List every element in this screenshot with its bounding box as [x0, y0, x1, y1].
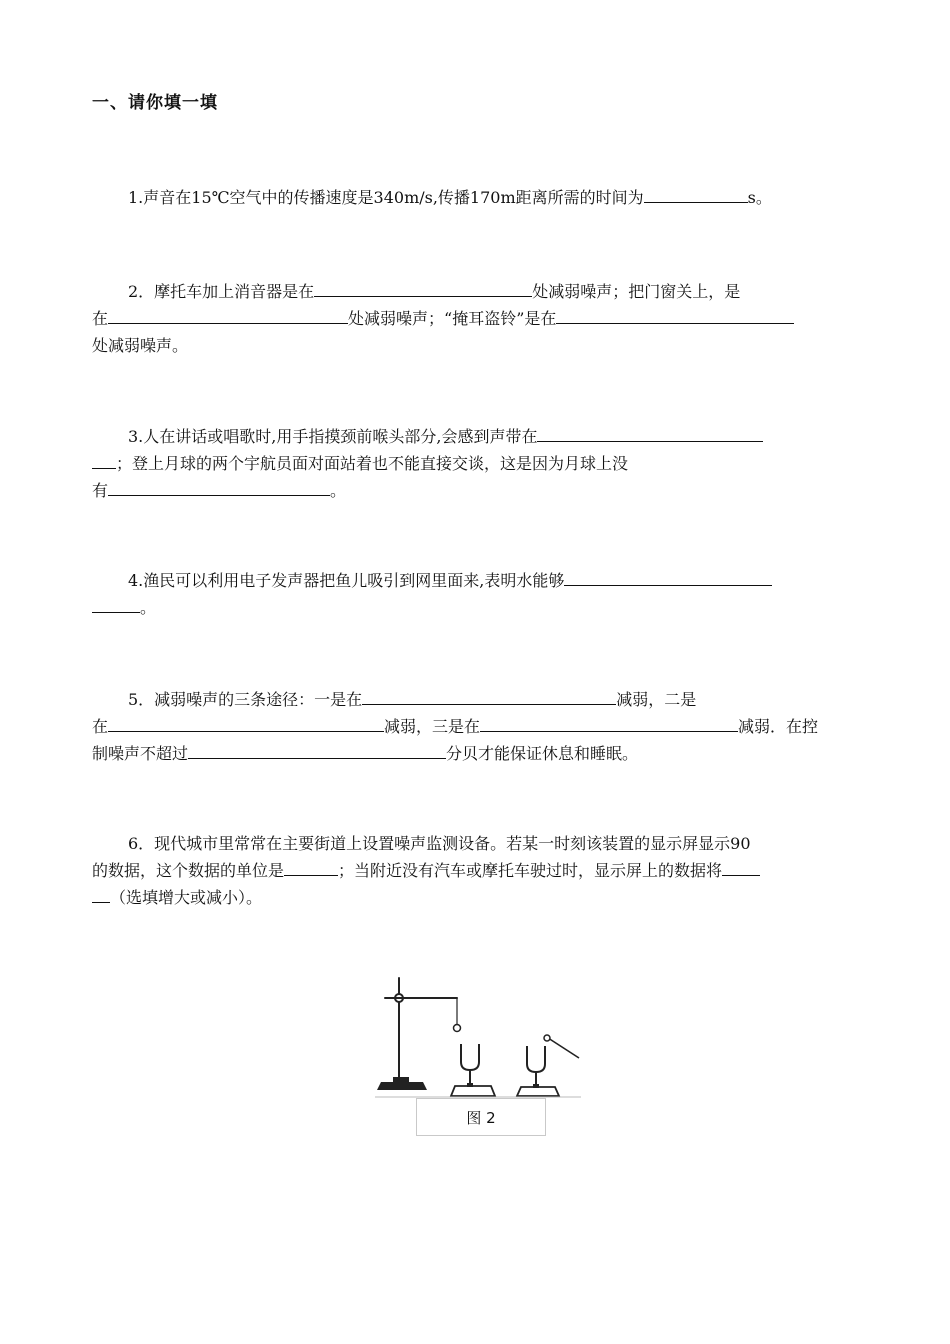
question-3-text: 。 [330, 481, 347, 500]
question-2-text: 处减弱噪声。 [92, 336, 189, 355]
section-title: 一、请你填一填 [92, 93, 218, 113]
question-5-text: 制噪声不超过 [92, 744, 189, 763]
question-2-text: 2．摩托车加上消音器是在 [128, 282, 315, 301]
answer-blank[interactable] [480, 713, 738, 732]
fork-1-base [451, 1086, 495, 1096]
stand-foot [393, 1077, 409, 1083]
question-6 [92, 830, 867, 911]
question-5-text: 减弱，二是 [616, 690, 697, 709]
answer-blank[interactable] [108, 477, 330, 496]
answer-blank[interactable] [108, 305, 348, 324]
fork-2-stem [533, 1084, 539, 1088]
answer-blank[interactable] [284, 857, 338, 876]
question-2 [92, 278, 867, 359]
question-5-text: 减弱．在控 [738, 717, 819, 736]
answer-blank[interactable] [108, 713, 384, 732]
answer-blank[interactable] [92, 450, 116, 469]
mallet-head [544, 1035, 550, 1041]
answer-blank[interactable] [556, 305, 794, 324]
question-5-text: 在 [92, 717, 109, 736]
question-1-text: 1.声音在15℃空气中的传播速度是340m/s,传播170m距离所需的时间为 [128, 188, 644, 207]
question-4 [92, 567, 867, 621]
question-3-text: ；登上月球的两个宇航员面对面站着也不能直接交谈，这是因为月球上没 [116, 454, 629, 473]
answer-blank[interactable] [92, 594, 140, 613]
tuning-fork-1 [461, 1044, 479, 1086]
answer-blank[interactable] [564, 567, 772, 586]
figure-caption: 图 2 [416, 1098, 546, 1136]
answer-blank[interactable] [362, 686, 616, 705]
stand-base [377, 1082, 427, 1090]
question-2-text: 处减弱噪声；“掩耳盗铃”是在 [348, 309, 557, 328]
question-5 [92, 686, 867, 767]
question-2-text: 处减弱噪声；把门窗关上，是 [532, 282, 741, 301]
question-3-text: 有 [92, 481, 109, 500]
question-6-text: 6．现代城市里常常在主要街道上设置噪声监测设备。若某一时刻该装置的显示屏显示90 [128, 834, 751, 853]
question-5-text: 分贝才能保证休息和睡眠。 [446, 744, 639, 763]
question-6-text: 的数据，这个数据的单位是 [92, 861, 285, 880]
answer-blank[interactable] [644, 184, 748, 203]
answer-blank[interactable] [92, 884, 110, 903]
question-3 [92, 423, 867, 504]
fork-2-base [517, 1087, 559, 1096]
answer-blank[interactable] [314, 278, 532, 297]
question-4-text: 4.渔民可以利用电子发声器把鱼儿吸引到网里面来,表明水能够 [128, 571, 565, 590]
answer-blank[interactable] [537, 423, 763, 442]
pendulum-ball [454, 1025, 461, 1032]
question-6-text: （选填增大或减小）。 [110, 888, 263, 907]
question-5-text: 减弱，三是在 [384, 717, 481, 736]
fork-1-stem [467, 1083, 473, 1087]
question-2-text: 在 [92, 309, 109, 328]
question-1 [92, 184, 867, 211]
question-5-text: 5．减弱噪声的三条途径：一是在 [128, 690, 363, 709]
question-6-text: ；当附近没有汽车或摩托车驶过时，显示屏上的数据将 [338, 861, 723, 880]
question-1-tail: s。 [747, 188, 772, 207]
answer-blank[interactable] [188, 740, 446, 759]
answer-blank[interactable] [722, 857, 760, 876]
question-3-text: 3.人在讲话或唱歌时,用手指摸颈前喉头部分,会感到声带在 [128, 427, 538, 446]
tuning-fork-2 [527, 1046, 545, 1087]
question-4-text: 。 [140, 598, 157, 617]
